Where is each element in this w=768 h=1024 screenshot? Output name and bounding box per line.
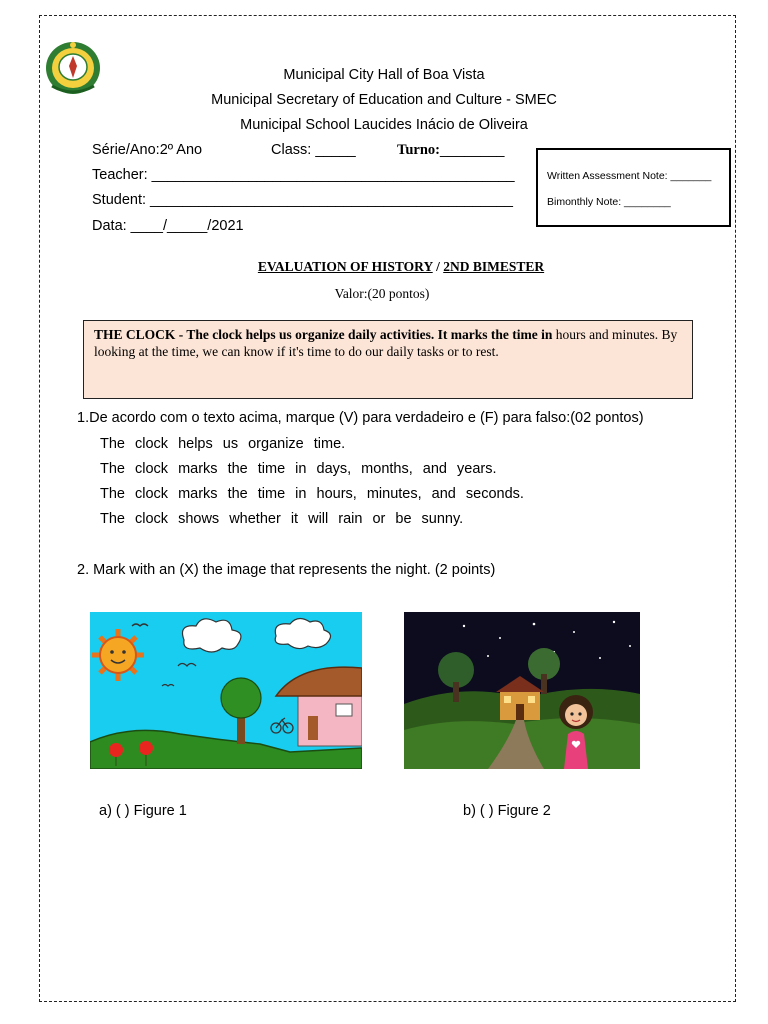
- city-hall-title: Municipal City Hall of Boa Vista: [283, 67, 485, 83]
- evaluation-bimester: 2ND BIMESTER: [443, 259, 545, 274]
- day-scene-illustration[interactable]: [90, 612, 362, 769]
- notes-box: [536, 148, 731, 227]
- question-2-prompt: 2. Mark with an (X) the image that represents the night. (2 points): [77, 562, 496, 578]
- night-scene-illustration[interactable]: [404, 612, 640, 769]
- turno-field: [397, 142, 505, 159]
- teacher-field: Teacher: _____________________________________________: [92, 167, 515, 183]
- question-1-prompt: 1.De acordo com o texto acima, marque (V) para verdadeiro e (F) para falso:(02 pontos): [77, 410, 644, 426]
- class-field: Class: _____: [271, 142, 356, 158]
- bimonthly-note: Bimonthly Note: ________: [547, 196, 671, 208]
- statement-2: The clock marks the time in days, months, and years.: [100, 461, 497, 477]
- evaluation-subject: EVALUATION OF HISTORY: [257, 259, 433, 274]
- date-field: Data: ____/_____/2021: [92, 218, 244, 234]
- evaluation-value: Valor:(20 pontos): [334, 286, 430, 301]
- reading-text-normal: hours and minutes. By looking at the time, we can know if it's time to do our daily tasks or to rest.: [94, 327, 678, 359]
- evaluation-title: [0, 259, 768, 275]
- option-a-figure-1[interactable]: a) ( ) Figure 1: [99, 803, 187, 819]
- serie-field: Série/Ano:2º Ano: [92, 142, 203, 158]
- title-separator: /: [432, 259, 444, 274]
- statement-1: The clock helps us organize time.: [100, 436, 346, 452]
- written-assessment-note: Written Assessment Note: _______: [547, 170, 712, 182]
- statement-4: The clock shows whether it will rain or be sunny.: [100, 511, 464, 527]
- statement-3: The clock marks the time in hours, minutes, and seconds.: [100, 486, 524, 502]
- reading-text-box: [83, 320, 693, 399]
- option-b-figure-2[interactable]: b) ( ) Figure 2: [463, 803, 551, 819]
- school-title: Municipal School Laucides Inácio de Oliveira: [240, 117, 528, 133]
- reading-text-bold: THE CLOCK - The clock helps us organize daily activities. It marks the time in: [94, 327, 553, 342]
- secretary-title: Municipal Secretary of Education and Culture - SMEC: [211, 92, 557, 108]
- turno-label: Turno:: [397, 142, 440, 158]
- student-field: Student: _____________________________________________: [92, 192, 513, 208]
- turno-blank: ________: [439, 142, 505, 158]
